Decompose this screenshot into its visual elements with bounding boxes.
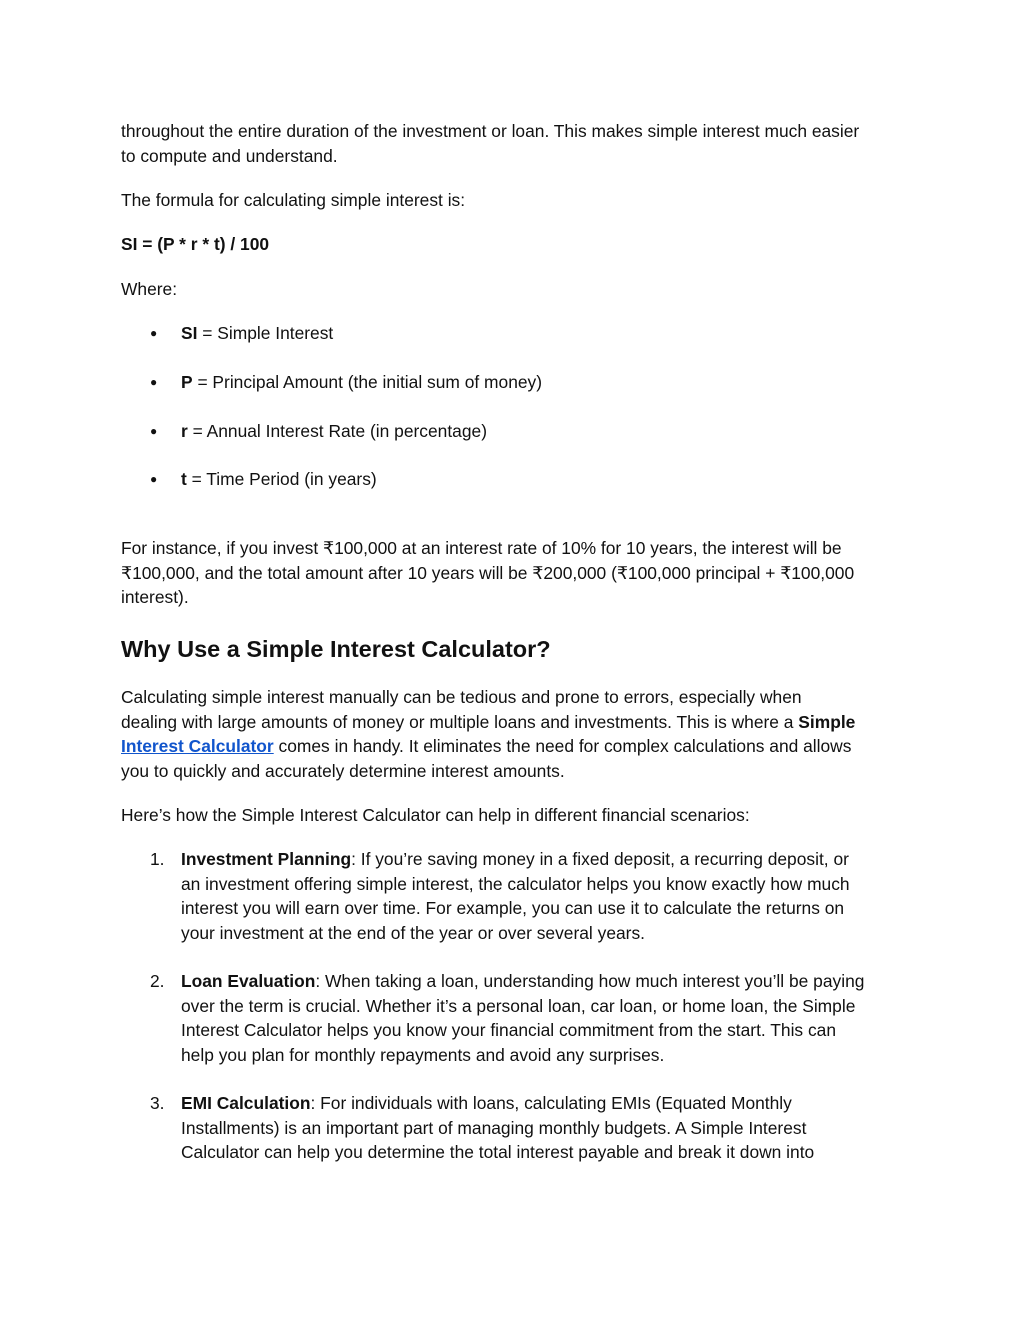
scenario-text: : If you’re saving money in a fixed deposit, a recurring deposit, or [351, 849, 849, 869]
scenario-line: an investment offering simple interest, the calculator helps you know exactly how much [181, 873, 850, 894]
why-line-3-text: comes in handy. It eliminates the need for complex calculations and allows [273, 736, 852, 756]
scenario-line: Installments) is an important part of managing monthly budgets. A Simple Interest [181, 1117, 807, 1138]
definition-desc: = Annual Interest Rate (in percentage) [187, 421, 487, 441]
definition-item [181, 419, 911, 444]
scenario-line [181, 847, 911, 872]
example-line-2: ₹100,000, and the total amount after 10 years will be ₹200,000 (₹100,000 principal + ₹100,000 [121, 562, 855, 583]
scenario-text: : For individuals with loans, calculating EMIs (Equated Monthly [310, 1093, 792, 1113]
scenario-title: EMI Calculation [181, 1093, 311, 1113]
intro-paragraph [121, 119, 911, 168]
scenario-title: Loan Evaluation [181, 971, 316, 991]
definition-item [181, 467, 911, 492]
scenario-line: over the term is crucial. Whether it’s a personal loan, car loan, or home loan, the Simple [181, 995, 856, 1016]
why-paragraph [121, 685, 911, 783]
definition-term: t [181, 469, 187, 489]
scenario-line: your investment at the end of the year or over several years. [181, 922, 645, 943]
why-line-2 [121, 710, 911, 735]
definition-term: SI [181, 323, 198, 343]
example-line-1: For instance, if you invest ₹100,000 at an interest rate of 10% for 10 years, the interest will be [121, 538, 842, 558]
interest-calculator-link[interactable]: Interest Calculator [121, 736, 274, 756]
bullet-icon: ● [150, 326, 158, 340]
scenario-item [181, 969, 911, 1067]
why-line-1: Calculating simple interest manually can be tedious and prone to errors, especially when [121, 687, 802, 707]
scenario-item [181, 1091, 911, 1165]
bullet-icon: ● [150, 424, 158, 438]
intro-line-2: to compute and understand. [121, 145, 338, 166]
why-line-2-text: dealing with large amounts of money or multiple loans and investments. This is where a [121, 711, 799, 732]
definition-item [181, 370, 911, 395]
scenario-line: interest you will earn over time. For example, you can use it to calculate the returns on [181, 898, 845, 918]
scenario-title: Investment Planning [181, 849, 352, 869]
definition-desc: = Principal Amount (the initial sum of money) [192, 372, 543, 392]
example-line-3: interest). [121, 587, 189, 607]
scenarios-intro: Here’s how the Simple Interest Calculator can help in different financial scenarios: [121, 805, 750, 825]
formula [121, 232, 911, 257]
section-heading: Why Use a Simple Interest Calculator? [121, 636, 551, 662]
definition-term: r [181, 421, 188, 441]
definition-desc: = Simple Interest [197, 323, 334, 343]
formula-text: SI = (P * r * t) / 100 [121, 234, 270, 254]
definition-item [181, 321, 911, 346]
why-line-3 [121, 734, 911, 759]
example-paragraph [121, 536, 911, 610]
bullet-icon: ● [150, 472, 158, 486]
bullet-icon: ● [150, 375, 158, 389]
formula-intro: The formula for calculating simple interest is: [121, 190, 466, 210]
scenario-line: Calculator can help you determine the total interest payable and break it down into [181, 1142, 815, 1162]
why-bold-term: Simple [798, 711, 856, 732]
list-number: 1. [150, 849, 165, 869]
scenario-item [181, 847, 911, 945]
where-label: Where: [121, 279, 178, 299]
why-line-4: you to quickly and accurately determine interest amounts. [121, 760, 565, 781]
definition-term: P [181, 372, 193, 392]
scenario-text: : When taking a loan, understanding how much interest you’ll be paying [315, 971, 865, 991]
scenario-line: help you plan for monthly repayments and avoid any surprises. [181, 1044, 665, 1065]
list-number: 2. [150, 971, 165, 991]
list-number: 3. [150, 1093, 165, 1113]
intro-line-1: throughout the entire duration of the investment or loan. This makes simple interest much easier [121, 121, 860, 141]
scenario-line: Interest Calculator helps you know your financial commitment from the start. This can [181, 1020, 837, 1040]
scenario-line [181, 969, 911, 994]
scenario-line [181, 1091, 911, 1116]
definition-desc: = Time Period (in years) [186, 469, 377, 489]
